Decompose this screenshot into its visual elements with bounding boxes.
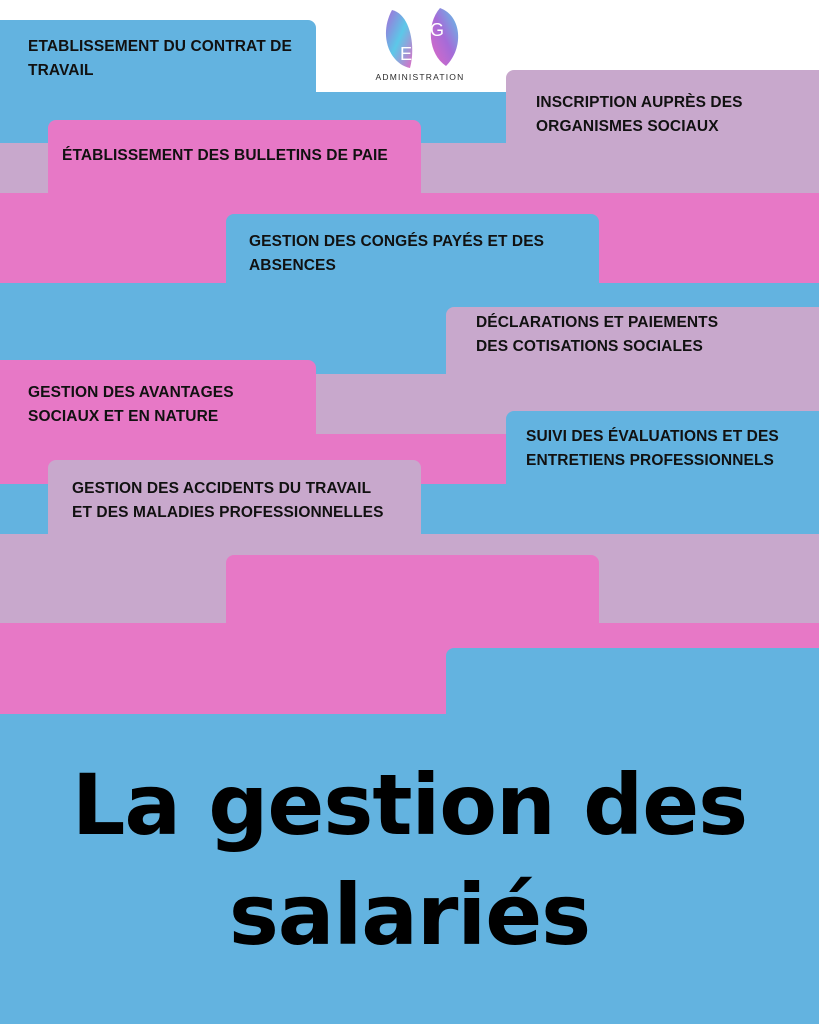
tab-blue-empty <box>446 648 819 738</box>
item-line: DÉCLARATIONS ET PAIEMENTS <box>476 314 719 331</box>
item-line: SOCIAUX ET EN NATURE <box>28 408 219 425</box>
logo-letter-g: G <box>430 20 445 40</box>
item-evaluations <box>526 425 779 473</box>
item-line: ABSENCES <box>249 257 336 274</box>
item-line: ETABLISSEMENT DU CONTRAT DE <box>28 38 292 55</box>
item-declarations <box>476 311 718 359</box>
item-line: SUIVI DES ÉVALUATIONS ET DES <box>526 428 779 445</box>
item-line: GESTION DES ACCIDENTS DU TRAVAIL <box>72 480 372 497</box>
title-line: La gestion des <box>71 756 748 854</box>
item-line: DES COTISATIONS SOCIALES <box>476 338 703 355</box>
item-line: ENTRETIENS PROFESSIONNELS <box>526 452 774 469</box>
logo-letter-e: E <box>400 44 413 64</box>
tab-pink-empty <box>226 555 599 645</box>
item-inscription <box>536 91 743 139</box>
logo-caption: ADMINISTRATION <box>375 72 465 82</box>
item-line: ÉTABLISSEMENT DES BULLETINS DE PAIE <box>62 147 388 164</box>
item-conges <box>249 230 544 278</box>
title-line: salariés <box>228 866 591 964</box>
item-contrat <box>28 35 292 83</box>
item-line: GESTION DES CONGÉS PAYÉS ET DES <box>249 233 545 250</box>
item-line: GESTION DES AVANTAGES <box>28 384 234 401</box>
item-accidents <box>72 477 384 525</box>
item-bulletins <box>62 144 388 168</box>
item-line: TRAVAIL <box>28 62 94 79</box>
item-avantages <box>28 381 234 429</box>
item-line: ORGANISMES SOCIAUX <box>536 118 719 135</box>
main-title <box>0 750 819 970</box>
item-line: ET DES MALADIES PROFESSIONNELLES <box>72 504 384 521</box>
item-line: INSCRIPTION AUPRÈS DES <box>536 94 743 111</box>
